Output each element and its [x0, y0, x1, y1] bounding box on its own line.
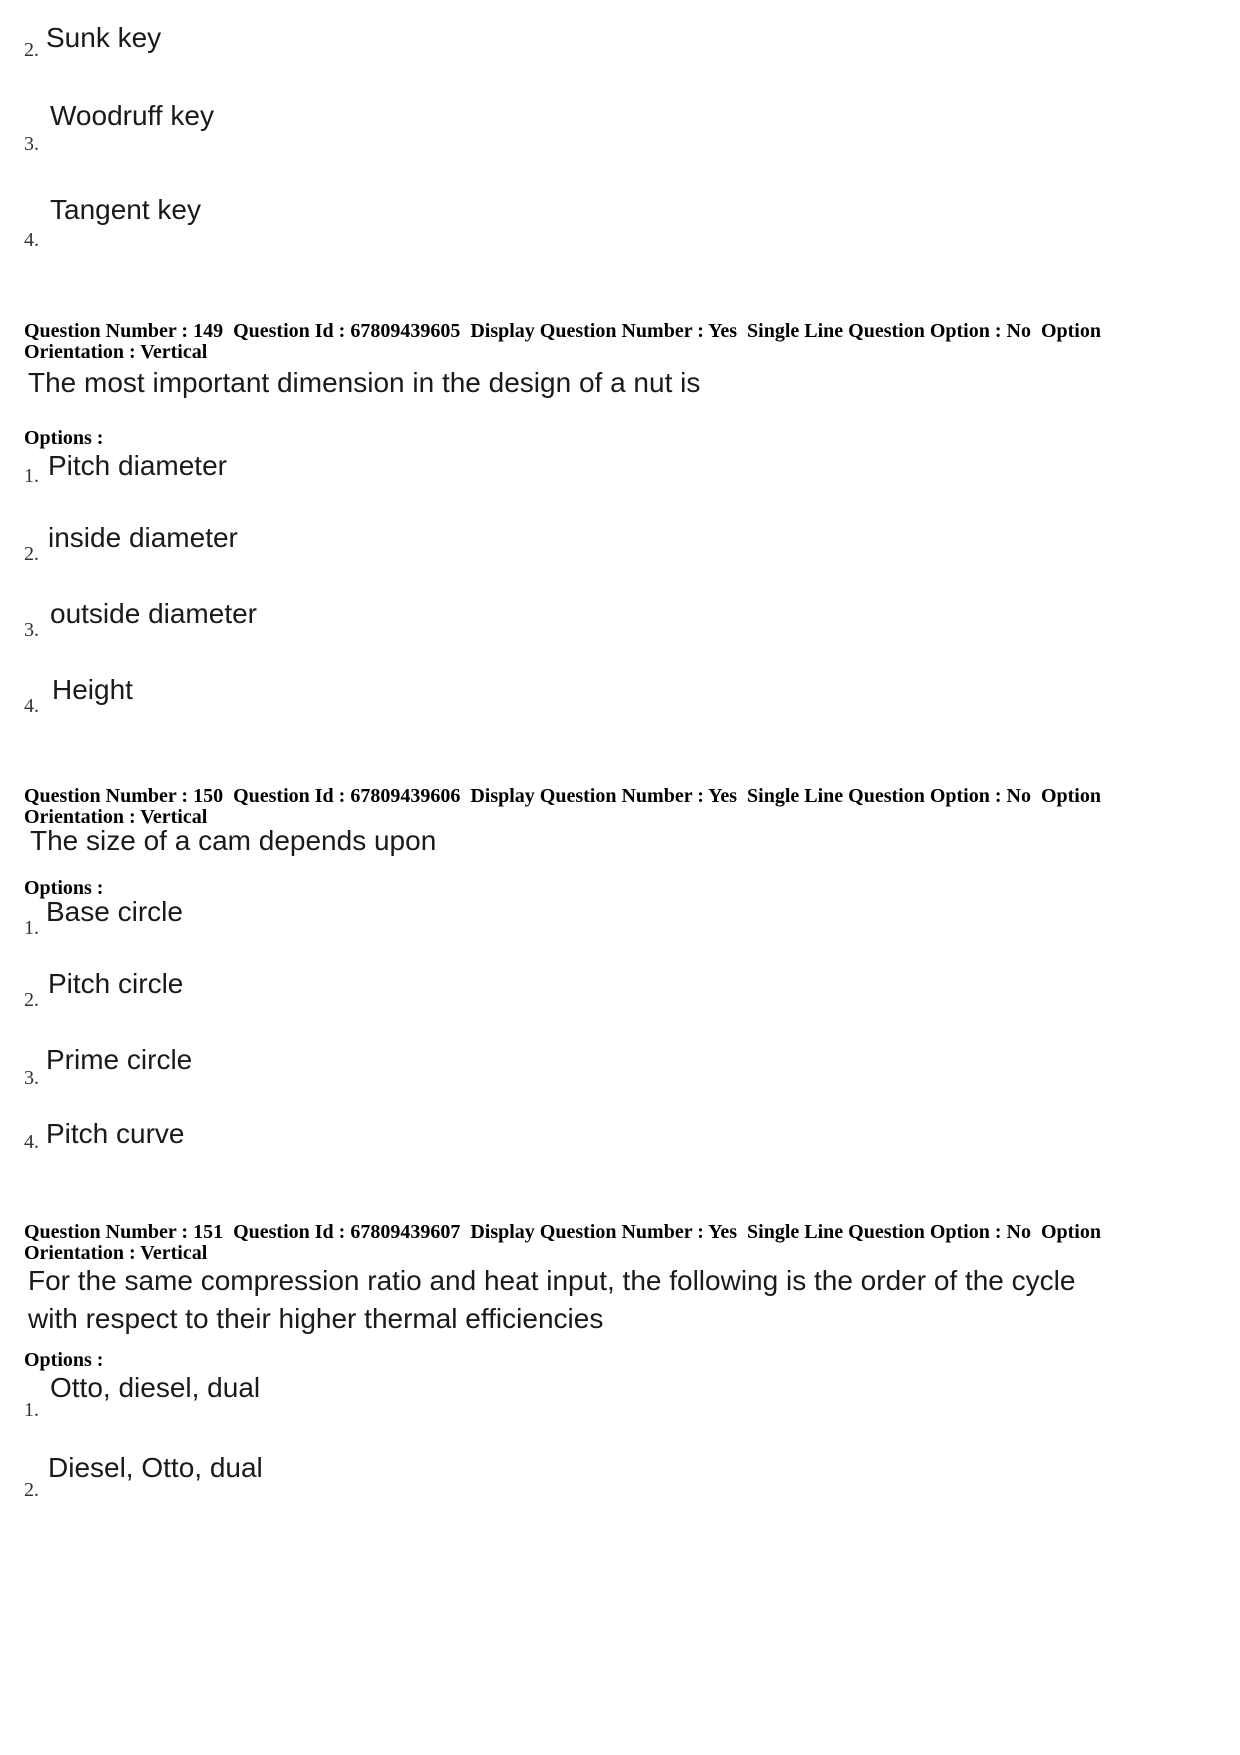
option-number: 3. [24, 1067, 39, 1089]
options-label: Options : [24, 877, 104, 899]
question-text [28, 364, 700, 402]
option-text: Base circle [46, 896, 183, 927]
option-text: outside diameter [50, 598, 258, 629]
question-meta-line: Question Number : 150 Question Id : 67809439606 Display Question Number : Yes Single Line Question Option : No Option [24, 785, 1101, 807]
option-number: 2. [24, 543, 39, 565]
option-text: Tangent key [50, 194, 201, 225]
question-meta-line: Orientation : Vertical [24, 806, 208, 828]
option-text: inside diameter [48, 522, 238, 553]
option-number: 2. [24, 39, 39, 61]
option-number: 4. [24, 229, 39, 251]
option-text: Diesel, Otto, dual [48, 1452, 263, 1483]
option-number: 2. [24, 989, 39, 1011]
option-text: Woodruff key [50, 100, 214, 131]
question-text [28, 1262, 1075, 1338]
question-text-line: For the same compression ratio and heat input, the following is the order of the cycle [28, 1265, 1076, 1296]
question-meta [24, 1222, 1174, 1264]
option-number: 4. [24, 1131, 39, 1153]
question-text [30, 822, 436, 860]
question-text-line: The size of a cam depends upon [30, 825, 437, 856]
option-text: Height [52, 674, 133, 705]
question-meta-line: Question Number : 149 Question Id : 67809439605 Display Question Number : Yes Single Line Question Option : No Option [24, 320, 1101, 342]
question-text-line: with respect to their higher thermal efficiencies [28, 1303, 604, 1334]
option-number: 1. [24, 917, 39, 939]
option-number: 2. [24, 1479, 39, 1501]
options-label: Options : [24, 427, 104, 449]
option-number: 3. [24, 619, 39, 641]
option-text: Pitch diameter [48, 450, 227, 481]
option-text: Sunk key [46, 22, 162, 53]
option-number: 1. [24, 1399, 39, 1421]
options-label: Options : [24, 1349, 104, 1371]
option-number: 4. [24, 695, 39, 717]
question-meta-line: Orientation : Vertical [24, 1242, 208, 1264]
option-number: 1. [24, 465, 39, 487]
option-text: Pitch curve [46, 1118, 185, 1149]
question-meta [24, 321, 1174, 363]
option-text: Pitch circle [48, 968, 184, 999]
option-text: Prime circle [46, 1044, 193, 1075]
question-meta-line: Question Number : 151 Question Id : 67809439607 Display Question Number : Yes Single Line Question Option : No Option [24, 1221, 1101, 1243]
option-number: 3. [24, 133, 39, 155]
question-meta-line: Orientation : Vertical [24, 341, 208, 363]
question-text-line: The most important dimension in the design of a nut is [28, 367, 701, 398]
option-text: Otto, diesel, dual [50, 1372, 261, 1403]
